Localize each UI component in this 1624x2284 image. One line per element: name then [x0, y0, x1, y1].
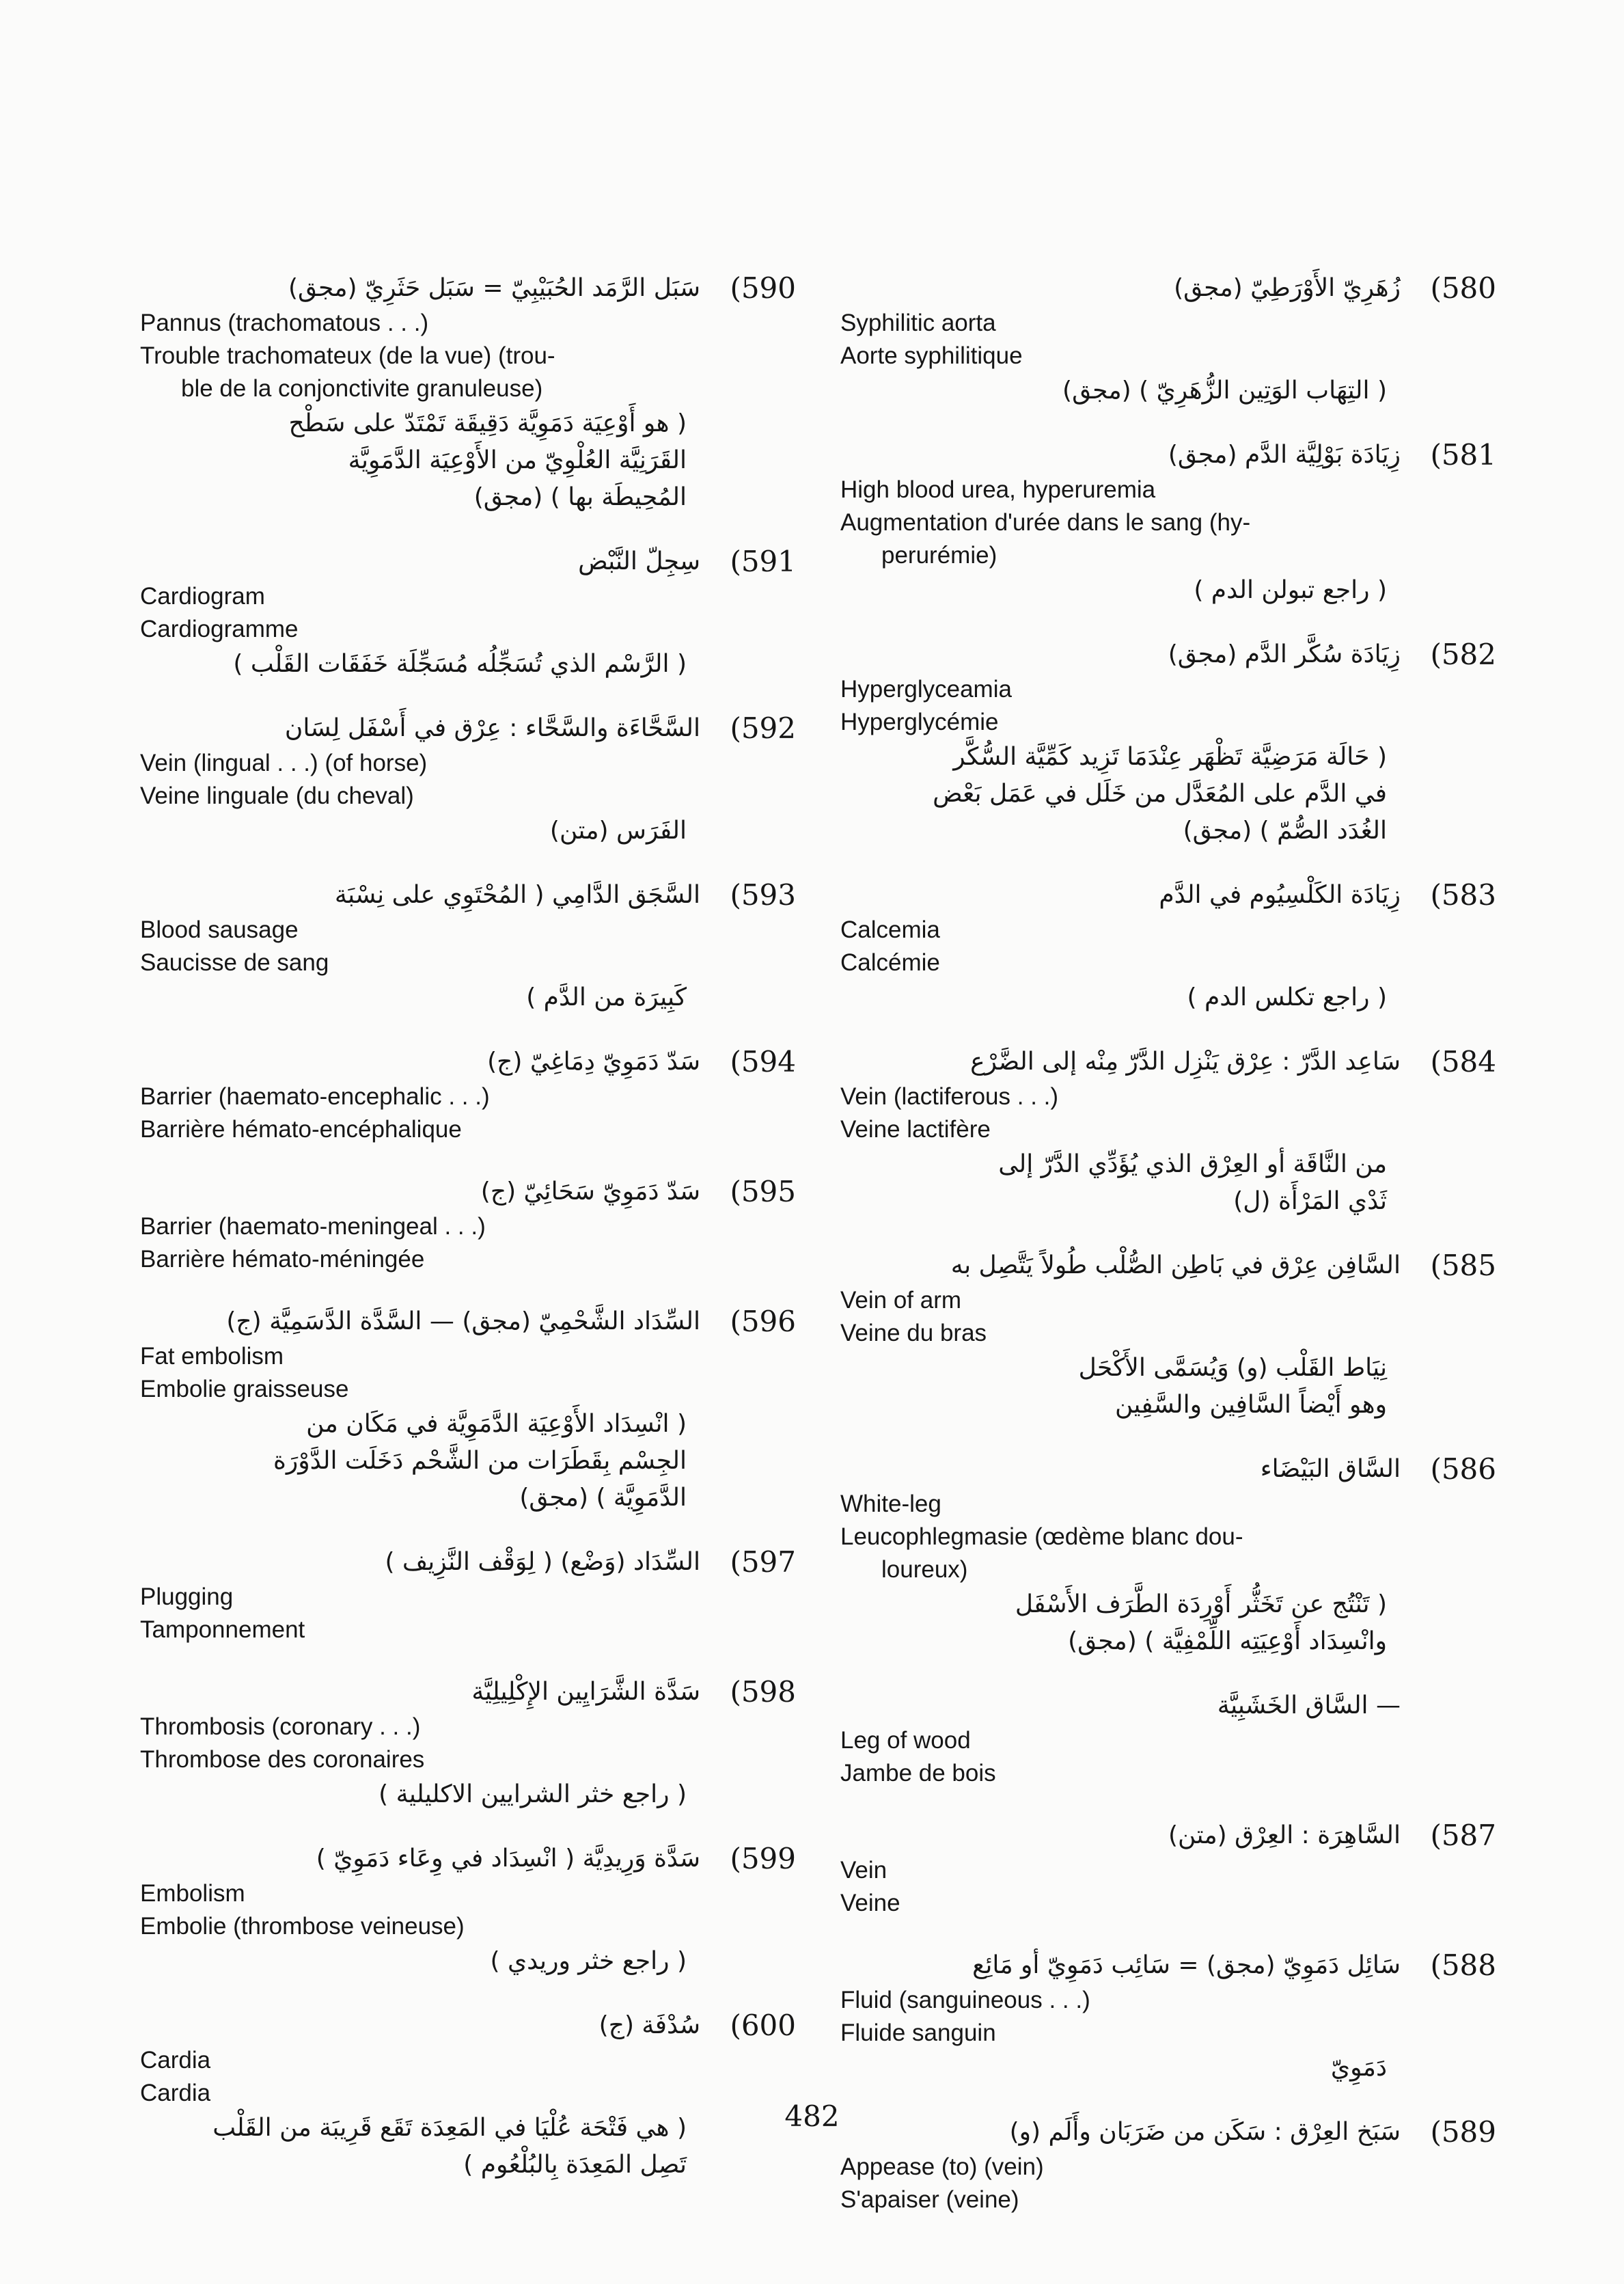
- dictionary-entry: [140, 1044, 796, 1146]
- dictionary-entry: [140, 877, 796, 1016]
- arabic-term: السَّاق البَيْضَاء: [1260, 1455, 1401, 1483]
- latin-term: Blood sausage: [140, 916, 299, 943]
- arabic-definition: الجِسْم بِقَطَرَات من الشَّحْم دَخَلَت الدَّوْرَة: [273, 1447, 687, 1475]
- latin-term: Hyperglyceamia: [840, 676, 1012, 703]
- arabic-definition: ( راجع خثر الشرايين الاكليلية ): [379, 1780, 687, 1808]
- arabic-term: السِّدَاد الشَّحْمِيّ (مجق) — السَّدَّة الدَّسَمِيَّة (ج): [226, 1307, 700, 1335]
- arabic-definition: وهو أَيْضاً السَّافِين والسَّفِين: [1115, 1391, 1387, 1419]
- latin-term: Veine du bras: [840, 1320, 987, 1346]
- latin-term: Veine lactifère: [840, 1116, 991, 1143]
- arabic-definition: من النَّاقَة أو العِرْق الذي يُؤَدِّي الدَّرّ إلى: [998, 1150, 1387, 1178]
- entry-number: (592: [730, 711, 796, 745]
- latin-term: Vein: [840, 1857, 887, 1884]
- arabic-definition: دَمَوِيّ: [1330, 2054, 1387, 2082]
- dictionary-entry: [140, 710, 796, 849]
- arabic-term: سَاعِد الدَّرّ : عِرْق يَنْزِل الدَّرّ مِنْه إلى الضَّرْع: [970, 1048, 1401, 1076]
- latin-term: Cardiogram: [140, 583, 265, 610]
- dictionary-entry: [840, 1451, 1496, 1660]
- latin-term: Vein of arm: [840, 1287, 962, 1314]
- arabic-term: سَدّ دَمَوِيّ دِمَاغِيّ (ج): [487, 1048, 700, 1076]
- entry-number: (598: [730, 1675, 796, 1709]
- dictionary-entry: [140, 2007, 796, 2184]
- dictionary-entry: [840, 270, 1496, 409]
- arabic-definition: ( هو أَوْعِيَة دَمَوِيَّة دَقِيقَة تَمْتَدّ على سَطْح: [288, 409, 687, 437]
- latin-term: loureux): [881, 1556, 968, 1583]
- arabic-term: — السَّاق الخَشَبِيَّة: [1217, 1691, 1401, 1719]
- arabic-term: السَّافِن عِرْق في بَاطِن الصُّلْب طُولاً يَتَّصِل به: [950, 1251, 1401, 1279]
- dictionary-entry: [840, 1817, 1496, 1920]
- arabic-definition: ( التِهَاب الوَتِين الزُّهَرِيّ ) (مجق): [1062, 377, 1387, 405]
- latin-term: Leucophlegmasie (œdème blanc dou-: [840, 1523, 1243, 1550]
- entry-number: (582: [1430, 638, 1496, 671]
- latin-term: Trouble trachomateux (de la vue) (trou-: [140, 342, 555, 369]
- latin-term: Veine linguale (du cheval): [140, 783, 414, 809]
- latin-term: Fluide sanguin: [840, 2020, 996, 2046]
- arabic-term: السِّدَاد (وَضْع) ( لِوَقْف النَّزِيف ): [385, 1548, 700, 1576]
- latin-term: Thrombose des coronaires: [140, 1746, 425, 1773]
- left-column: [140, 270, 796, 2211]
- arabic-definition: في الدَّم على المُعَدَّل من خَلَل في عَمَل بَعْض: [933, 780, 1387, 808]
- latin-term: Aorte syphilitique: [840, 342, 1023, 369]
- arabic-term: سَبَل الرَّمَد الحُبَيْبِيّ = سَبَل حَثَرِيّ (مجق): [288, 274, 700, 302]
- dictionary-entry: [140, 543, 796, 683]
- dictionary-entry: [140, 1303, 796, 1517]
- entry-number: (580: [1430, 271, 1496, 305]
- dictionary-entry: [840, 437, 1496, 609]
- dictionary-entry: [840, 636, 1496, 849]
- entry-number: (581: [1430, 438, 1496, 472]
- arabic-definition: المُحِيطَة بها ) (مجق): [473, 483, 687, 511]
- latin-term: Pannus (trachomatous . . .): [140, 310, 429, 336]
- latin-term: Embolism: [140, 1880, 245, 1907]
- dictionary-entry: [840, 877, 1496, 1016]
- dictionary-entry: [840, 1247, 1496, 1424]
- arabic-term: سَدَّة وَرِيدِيَّة ( انْسِدَاد في وِعَاء دَمَوِيّ ): [316, 1845, 700, 1873]
- entry-number: (593: [730, 878, 796, 912]
- arabic-definition: ( راجع تكلس الدم ): [1187, 983, 1387, 1011]
- arabic-definition: ( تَنْتُج عن تَخَثُّر أَوْرِدَة الطَّرَف الأَسْفَل: [1015, 1590, 1387, 1618]
- arabic-definition: ( الرَّسْم الذي تُسَجِّلُه مُسَجِّلَة خَفَقَات القَلْب ): [233, 650, 687, 678]
- arabic-term: زِيَادَة بَوْلِيَّة الدَّم (مجق): [1168, 441, 1401, 469]
- latin-term: Cardia: [140, 2080, 211, 2106]
- latin-term: Vein (lactiferous . . .): [840, 1083, 1059, 1110]
- entry-number: (594: [730, 1045, 796, 1078]
- arabic-definition: ( حَالَة مَرَضِيَّة تَظْهَر عِنْدَمَا تَزِيد كَمِّيَّة السُّكَّر: [953, 743, 1387, 771]
- arabic-definition: ( راجع خثر وريدي ): [490, 1947, 687, 1975]
- entry-number: (583: [1430, 878, 1496, 912]
- latin-term: Cardiogramme: [140, 616, 299, 642]
- dictionary-entry: [140, 1674, 796, 1813]
- page-number: 482: [784, 2099, 840, 2133]
- arabic-term: زُهَرِيّ الأَوْرَطِيّ (مجق): [1174, 274, 1401, 302]
- latin-term: Fat embolism: [140, 1343, 284, 1370]
- entry-number: (596: [730, 1305, 796, 1338]
- latin-term: Embolie graisseuse: [140, 1376, 349, 1402]
- latin-term: High blood urea, hyperuremia: [840, 476, 1156, 503]
- arabic-definition: القَرَنِيَّة العُلْوِيّ من الأَوْعِيَة الدَّمَوِيَّة: [348, 446, 687, 474]
- arabic-term: السَّجَق الدَّامِي ( المُحْتَوِي على نِسْبَة: [334, 881, 700, 909]
- arabic-definition: الغُدَد الصُّمّ ) (مجق): [1183, 817, 1387, 845]
- arabic-term: سَدَّة الشَّرَايِين الإِكْلِيلِيَّة: [471, 1678, 700, 1706]
- latin-term: White-leg: [840, 1491, 941, 1517]
- arabic-definition: الدَّمَوِيَّة ) (مجق): [519, 1484, 687, 1512]
- latin-term: Vein (lingual . . .) (of horse): [140, 750, 428, 776]
- arabic-term: سَائِل دَمَوِيّ (مجق) = سَائِب دَمَوِيّ أو مَائِع: [972, 1951, 1401, 1979]
- latin-term: Syphilitic aorta: [840, 310, 996, 336]
- latin-term: Barrier (haemato-encephalic . . .): [140, 1083, 490, 1110]
- latin-term: Embolie (thrombose veineuse): [140, 1913, 465, 1940]
- latin-term: Calcémie: [840, 949, 940, 976]
- arabic-term: سَبَخ العِرْق : سَكَن من ضَرَبَان وأَلَم (و): [1009, 2118, 1401, 2146]
- entry-number: (588: [1430, 1948, 1496, 1982]
- arabic-definition: ( انْسِدَاد الأَوْعِيَة الدَّمَوِيَّة في مَكَان من: [306, 1410, 687, 1438]
- entry-number: (599: [730, 1842, 796, 1875]
- right-column: [840, 270, 1496, 2244]
- entry-number: (585: [1430, 1249, 1496, 1282]
- latin-term: Calcemia: [840, 916, 940, 943]
- entry-number: (597: [730, 1545, 796, 1579]
- arabic-definition: وانْسِدَاد أَوْعِيَتِه اللِّمْفِيَّة ) (مجق): [1068, 1627, 1387, 1655]
- entry-number: (587: [1430, 1819, 1496, 1852]
- latin-term: Tamponnement: [140, 1616, 305, 1643]
- arabic-definition: ثَدْي المَرْأَة (ل): [1233, 1187, 1387, 1215]
- latin-term: Barrier (haemato-meningeal . . .): [140, 1213, 486, 1240]
- arabic-term: زِيَادَة الكَلْسِيُوم في الدَّم: [1159, 881, 1401, 909]
- entry-number: (600: [730, 2009, 796, 2042]
- latin-term: perurémie): [881, 542, 997, 569]
- arabic-definition: الفَرَس (متن): [549, 817, 687, 845]
- arabic-term: السَّحَّاءَة والسَّحَّاء : عِرْق في أَسْفَل لِسَان: [284, 714, 700, 742]
- latin-term: Fluid (sanguineous . . .): [840, 1987, 1090, 2013]
- dictionary-entry: [840, 1687, 1496, 1790]
- latin-term: Barrière hémato-encéphalique: [140, 1116, 462, 1143]
- entry-number: (586: [1430, 1452, 1496, 1486]
- arabic-term: السَّاهِرَة : العِرْق (متن): [1168, 1821, 1401, 1849]
- latin-term: Augmentation d'urée dans le sang (hy-: [840, 509, 1251, 536]
- arabic-term: سِجِلّ النَّبْض: [578, 547, 700, 575]
- latin-term: Leg of wood: [840, 1727, 971, 1754]
- arabic-term: سَدّ دَمَوِيّ سَحَائِيّ (ج): [480, 1178, 700, 1206]
- entry-number: (591: [730, 545, 796, 578]
- entry-number: (595: [730, 1175, 796, 1208]
- latin-term: Appease (to) (vein): [840, 2153, 1044, 2180]
- dictionary-entry: [140, 270, 796, 516]
- dictionary-entry: [840, 1947, 1496, 2086]
- dictionary-entry: [140, 1840, 796, 1980]
- latin-term: Veine: [840, 1890, 900, 1916]
- latin-term: Jambe de bois: [840, 1760, 996, 1786]
- latin-term: Saucisse de sang: [140, 949, 329, 976]
- entry-number: (584: [1430, 1045, 1496, 1078]
- dictionary-entry: [840, 1044, 1496, 1220]
- arabic-term: زِيَادَة سُكَّر الدَّم (مجق): [1168, 640, 1401, 668]
- latin-term: Cardia: [140, 2047, 211, 2074]
- arabic-term: سُدْفَة (ج): [598, 2011, 700, 2039]
- arabic-definition: نِيَاط القَلْب (و) وَيُسَمَّى الأَكْحَل: [1078, 1354, 1387, 1382]
- latin-term: ble de la conjonctivite granuleuse): [181, 375, 543, 402]
- arabic-definition: كَبِيرَة من الدَّم ): [526, 983, 687, 1011]
- latin-term: Thrombosis (coronary . . .): [140, 1713, 421, 1740]
- dictionary-entry: [140, 1544, 796, 1646]
- arabic-definition: ( راجع تبولن الدم ): [1194, 576, 1387, 604]
- entry-number: (589: [1430, 2115, 1496, 2149]
- arabic-definition: تَصِل المَعِدَة بِالبُلْعُوم ): [463, 2151, 687, 2179]
- latin-term: Plugging: [140, 1583, 234, 1610]
- latin-term: Hyperglycémie: [840, 709, 999, 735]
- latin-term: Barrière hémato-méningée: [140, 1246, 425, 1273]
- dictionary-entry: [140, 1173, 796, 1276]
- arabic-definition: ( هي فَتْحَة عُلْيَا في المَعِدَة تَقَع قَرِيبَة من القَلْب: [212, 2114, 687, 2142]
- latin-term: S'apaiser (veine): [840, 2186, 1019, 2213]
- entry-number: (590: [730, 271, 796, 305]
